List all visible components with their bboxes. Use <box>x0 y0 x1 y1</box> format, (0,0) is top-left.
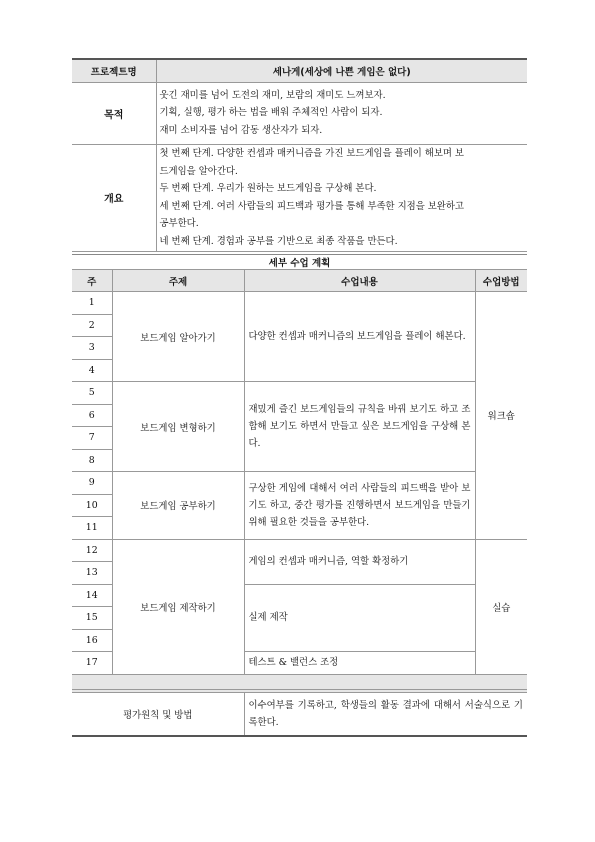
week-number: 7 <box>72 427 112 450</box>
method-header: 수업방법 <box>475 270 527 292</box>
content-cell <box>244 292 475 382</box>
evaluation-content <box>244 692 527 736</box>
overview-line: 첫 번째 단계. 다양한 컨셉과 매커니즘을 가진 보드게임을 플레이 해보며 보 <box>159 148 464 159</box>
topic-cell: 보드게임 제작하기 <box>112 539 244 674</box>
week-number: 1 <box>72 292 112 315</box>
content-text: 실제 제작 <box>248 612 288 624</box>
week-number: 8 <box>72 449 112 472</box>
content-text: 재밌게 즐긴 보드게임들의 규칙을 바꿔 보기도 하고 조합해 보기도 하면서 만들고 싶은 보드게임을 구상해 본다. <box>248 404 471 449</box>
week-number: 13 <box>72 562 112 585</box>
content-text: 구상한 게임에 대해서 여러 사람들의 피드백을 받아 보기도 하고, 중간 평가를 진행하면서 보드게임을 만들기 위해 필요한 것들을 공부한다. <box>248 482 471 528</box>
plan-title-row <box>72 255 527 270</box>
week-header: 주 <box>72 270 112 292</box>
content-text: 테스트 & 밸런스 조정 <box>248 657 339 669</box>
project-name-value: 세나게(세상에 나쁜 게임은 없다) <box>156 59 527 82</box>
content-cell <box>244 472 475 540</box>
content-cell <box>244 584 475 652</box>
plan-header-row <box>72 270 527 292</box>
week-number: 16 <box>72 629 112 652</box>
topic-cell: 보드게임 공부하기 <box>112 472 244 540</box>
content-cell <box>244 652 475 675</box>
evaluation-row <box>72 692 527 736</box>
method-cell: 워크숍 <box>475 292 527 540</box>
overview-content <box>156 144 527 251</box>
content-cell <box>244 382 475 472</box>
method-cell: 실습 <box>475 539 527 674</box>
topic-cell: 보드게임 알아가기 <box>112 292 244 382</box>
week-number: 10 <box>72 494 112 517</box>
overview-row <box>72 144 527 251</box>
overview-line: 네 번째 단계. 경험과 공부를 기반으로 최종 작품을 만든다. <box>159 235 398 247</box>
plan-title: 세부 수업 계획 <box>72 255 527 270</box>
week-number: 17 <box>72 652 112 675</box>
week-number: 9 <box>72 472 112 495</box>
table-row <box>72 539 527 562</box>
project-info-table <box>72 58 527 252</box>
overview-line: 두 번째 단계. 우리가 원하는 보드게임을 구상해 본다. <box>159 183 377 194</box>
spacer-row <box>72 674 527 689</box>
week-number: 5 <box>72 382 112 405</box>
spacer-cell <box>72 674 527 689</box>
week-number: 2 <box>72 314 112 337</box>
table-row <box>72 382 527 405</box>
week-number: 4 <box>72 359 112 382</box>
lesson-plan-table <box>72 254 527 737</box>
week-number: 3 <box>72 337 112 360</box>
overview-line: 세 번째 단계. 여러 사람들의 피드백과 평가를 통해 부족한 지점을 보완하고 <box>159 200 464 212</box>
topic-cell: 보드게임 변형하기 <box>112 382 244 472</box>
purpose-line: 재미 소비자를 넘어 감동 생산자가 되자. <box>159 124 323 136</box>
project-name-label: 프로젝트명 <box>72 59 156 82</box>
purpose-row <box>72 82 527 144</box>
week-number: 12 <box>72 539 112 562</box>
purpose-line: 기획, 실행, 평가 하는 법을 배워 주체적인 사람이 되자. <box>159 107 383 119</box>
overview-label: 개요 <box>72 144 156 251</box>
evaluation-label: 평가원칙 및 방법 <box>72 692 244 736</box>
week-number: 14 <box>72 584 112 607</box>
week-number: 11 <box>72 517 112 540</box>
content-cell <box>244 539 475 584</box>
topic-header: 주제 <box>112 270 244 292</box>
purpose-content <box>156 82 527 144</box>
table-row <box>72 292 527 315</box>
content-text: 다양한 컨셉과 매커니즘의 보드게임을 플레이 해본다. <box>248 331 466 342</box>
purpose-label: 목적 <box>72 82 156 144</box>
evaluation-text: 이수여부를 기록하고, 학생들의 활동 결과에 대해서 서술식으로 기록한다. <box>248 699 523 728</box>
overview-line: 드게임을 알아간다. <box>159 165 238 177</box>
week-number: 15 <box>72 607 112 630</box>
overview-line: 공부한다. <box>159 218 199 229</box>
purpose-line: 웃긴 재미를 넘어 도전의 재미, 보람의 재미도 느껴보자. <box>159 89 386 101</box>
content-text: 게임의 컨셉과 매커니즘, 역할 확정하기 <box>248 556 409 567</box>
week-number: 6 <box>72 404 112 427</box>
table-row <box>72 472 527 495</box>
content-header: 수업내용 <box>244 270 475 292</box>
project-name-row <box>72 59 527 82</box>
